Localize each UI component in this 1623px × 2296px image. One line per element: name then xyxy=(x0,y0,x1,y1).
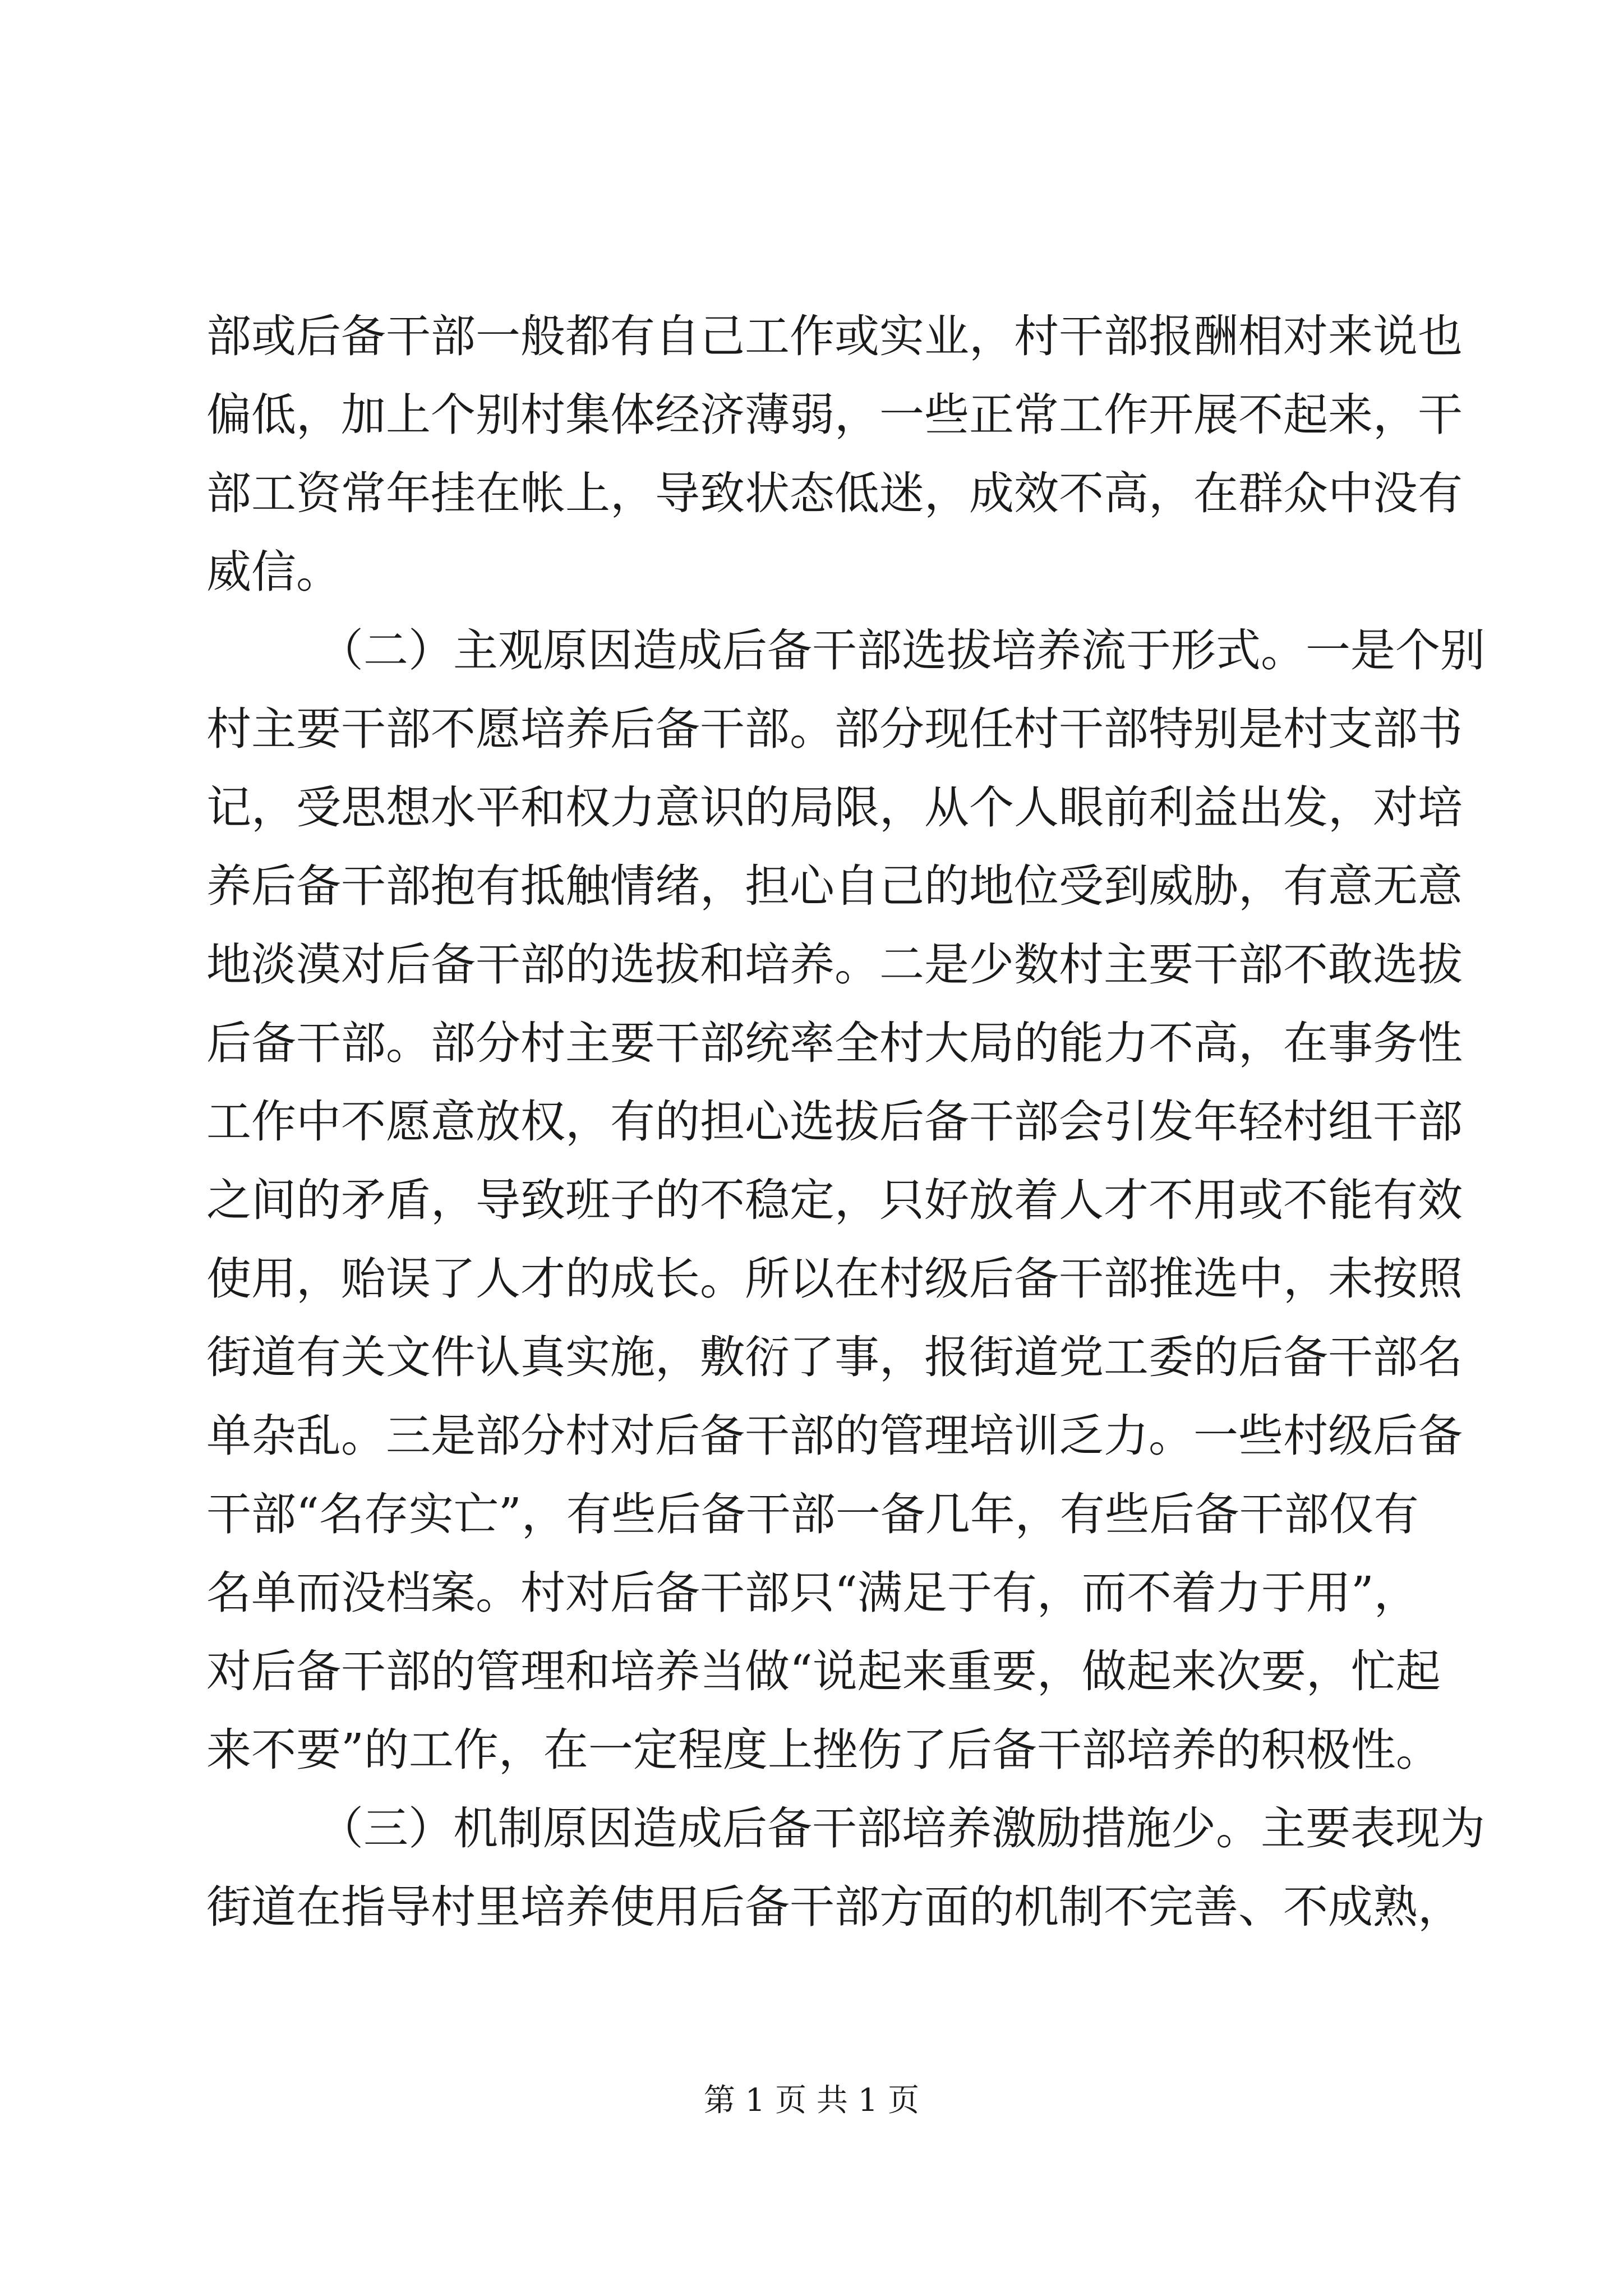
text-line: 部工资常年挂在帐上，导致状态低迷，成效不高，在群众中没有 xyxy=(206,467,1463,519)
document-body xyxy=(206,297,1485,1947)
text-line: 工作中不愿意放权，有的担心选拔后备干部会引发年轻村组干部 xyxy=(206,1096,1463,1148)
paragraph xyxy=(206,1789,1485,1947)
text-line: 街道在指导村里培养使用后备干部方面的机制不完善、不成熟， xyxy=(206,1881,1463,1933)
text-line: 单杂乱。三是部分村对后备干部的管理培训乏力。一些村级后备 xyxy=(206,1410,1463,1462)
text-line: （三）机制原因造成后备干部培养激励措施少。主要表现为 xyxy=(319,1802,1485,1855)
text-line: 地淡漠对后备干部的选拔和培养。二是少数村主要干部不敢选拔 xyxy=(206,938,1463,991)
text-line: 记，受思想水平和权力意识的局限，从个人眼前利益出发，对培 xyxy=(206,781,1463,834)
paragraph xyxy=(206,611,1485,1789)
text-line: 部或后备干部一般都有自己工作或实业，村干部报酬相对来说也 xyxy=(206,310,1463,362)
page-footer xyxy=(0,2078,1623,2123)
text-line: 威信。 xyxy=(206,546,341,598)
text-line: 对后备干部的管理和培养当做“说起来重要，做起来次要，忙起 xyxy=(206,1645,1441,1697)
text-line: 后备干部。部分村主要干部统率全村大局的能力不高，在事务性 xyxy=(206,1017,1463,1069)
text-line: 名单而没档案。村对后备干部只“满足于有，而不着力于用”， xyxy=(206,1567,1419,1619)
text-line: 干部“名存实亡”，有些后备干部一备几年，有些后备干部仅有 xyxy=(206,1488,1419,1540)
text-line: 之间的矛盾，导致班子的不稳定，只好放着人才不用或不能有效 xyxy=(206,1174,1463,1226)
text-line: 村主要干部不愿培养后备干部。部分现任村干部特别是村支部书 xyxy=(206,703,1463,755)
text-line: 来不要”的工作，在一定程度上挫伤了后备干部培养的积极性。 xyxy=(206,1724,1441,1776)
text-line: 偏低，加上个别村集体经济薄弱，一些正常工作开展不起来，干 xyxy=(206,389,1463,441)
text-line: 养后备干部抱有抵触情绪，担心自己的地位受到威胁，有意无意 xyxy=(206,860,1463,912)
text-line: 街道有关文件认真实施，敷衍了事，报街道党工委的后备干部名 xyxy=(206,1331,1463,1383)
text-line: 使用，贻误了人才的成长。所以在村级后备干部推选中，未按照 xyxy=(206,1253,1463,1305)
page-number-label: 第 1 页 共 1 页 xyxy=(703,2082,920,2119)
paragraph xyxy=(206,297,1463,611)
text-line: （二）主观原因造成后备干部选拔培养流于形式。一是个别 xyxy=(319,624,1485,677)
